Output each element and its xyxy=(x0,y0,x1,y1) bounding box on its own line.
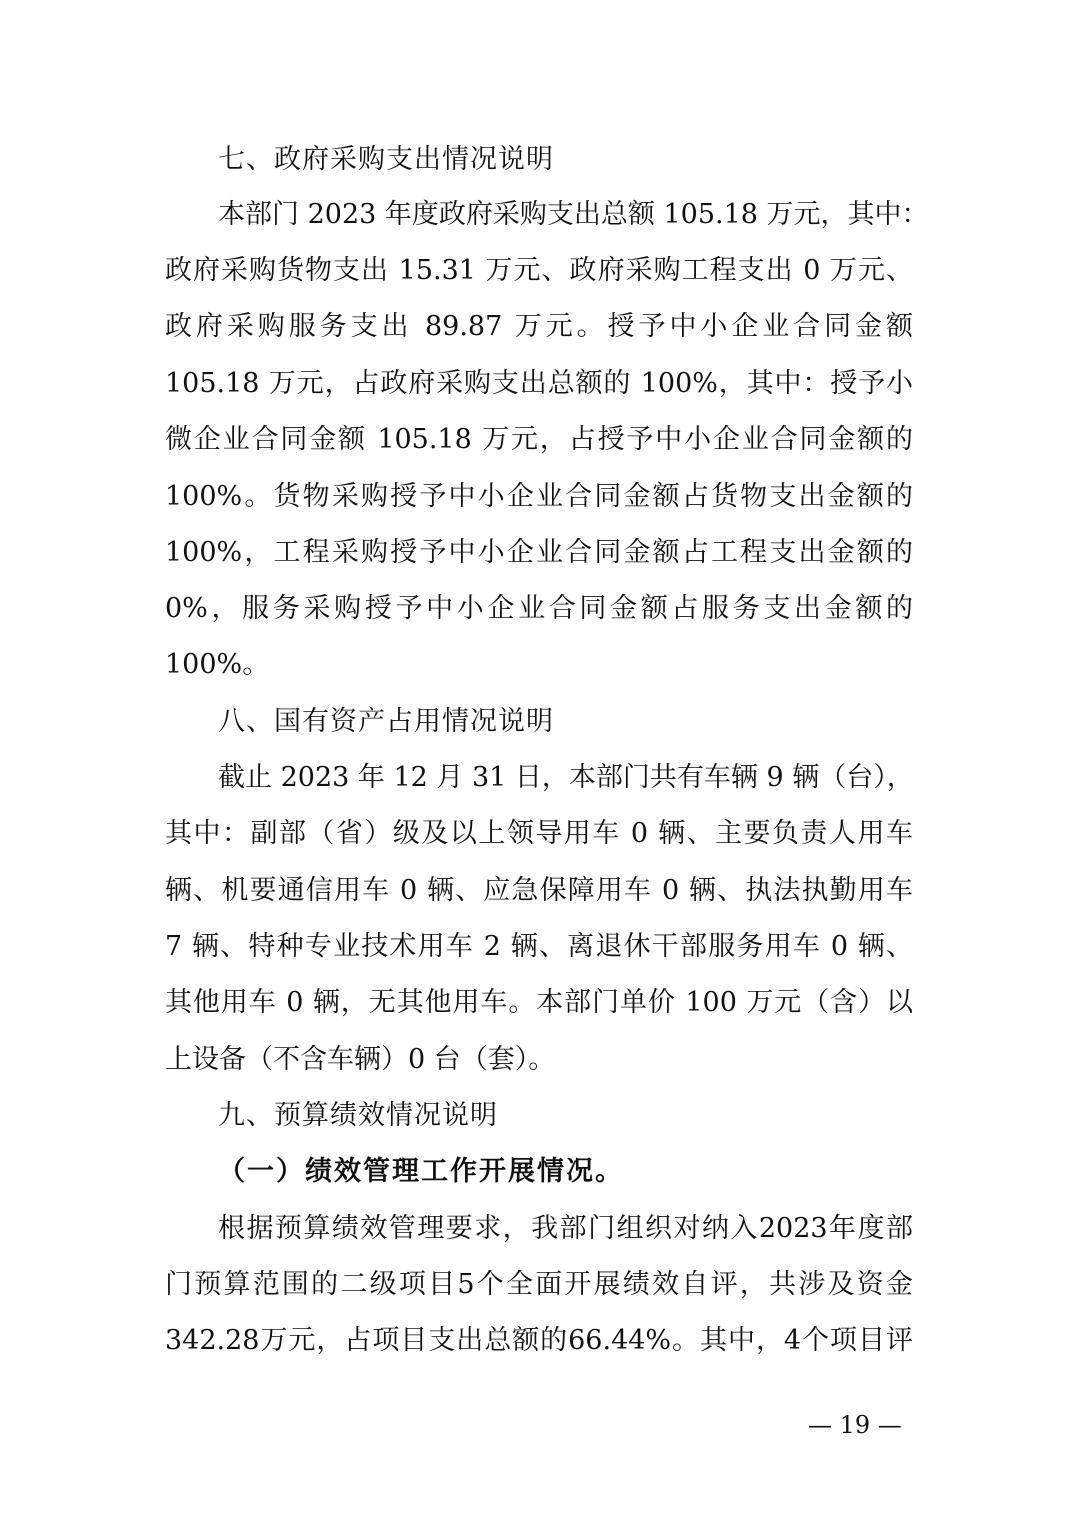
section-7-line-7: 100%，工程采购授予中小企业合同金额占工程支出金额的 xyxy=(165,537,913,568)
section-7-line-6: 100%。货物采购授予中小企业合同金额占货物支出金额的 xyxy=(165,481,913,512)
section-9-line-2: 门预算范围的二级项目5个全面开展绩效自评，共涉及资金 xyxy=(165,1269,913,1300)
section-8-line-1: 截止 2023 年 12 月 31 日，本部门共有车辆 9 辆（台）， xyxy=(218,762,914,793)
section-7-line-3: 政府采购服务支出 89.87 万元。授予中小企业合同金额 xyxy=(165,311,913,342)
section-8-line-3: 辆、机要通信用车 0 辆、应急保障用车 0 辆、执法执勤用车 xyxy=(165,875,913,906)
section-7-line-9: 100%。 xyxy=(165,649,270,680)
section-7-heading: 七、政府采购支出情况说明 xyxy=(218,144,554,175)
section-8-line-2: 其中：副部（省）级及以上领导用车 0 辆、主要负责人用车 xyxy=(165,818,913,849)
section-8-line-6: 上设备（不含车辆）0 台（套）。 xyxy=(165,1044,556,1075)
section-9-line-1: 根据预算绩效管理要求，我部门组织对纳入2023年度部 xyxy=(218,1213,913,1244)
section-8-line-5: 其他用车 0 辆，无其他用车。本部门单价 100 万元（含）以 xyxy=(165,987,913,1018)
section-8-heading: 八、国有资产占用情况说明 xyxy=(218,706,554,737)
page-number: — 19 — xyxy=(808,1411,902,1439)
section-9-subheading: （一）绩效管理工作开展情况。 xyxy=(218,1156,624,1187)
section-9-heading: 九、预算绩效情况说明 xyxy=(218,1100,498,1131)
section-7-line-8: 0%，服务采购授予中小企业合同金额占服务支出金额的 xyxy=(165,593,913,624)
section-7-line-4: 105.18 万元，占政府采购支出总额的 100%，其中：授予小 xyxy=(165,368,913,399)
section-9-line-3: 342.28万元，占项目支出总额的66.44%。其中，4个项目评 xyxy=(165,1325,913,1356)
section-7-line-5: 微企业合同金额 105.18 万元，占授予中小企业合同金额的 xyxy=(165,424,913,455)
section-7-line-1: 本部门 2023 年度政府采购支出总额 105.18 万元，其中： xyxy=(218,199,929,230)
section-7-line-2: 政府采购货物支出 15.31 万元、政府采购工程支出 0 万元、 xyxy=(165,255,913,286)
section-8-line-4: 7 辆、特种专业技术用车 2 辆、离退休干部服务用车 0 辆、 xyxy=(165,931,913,962)
